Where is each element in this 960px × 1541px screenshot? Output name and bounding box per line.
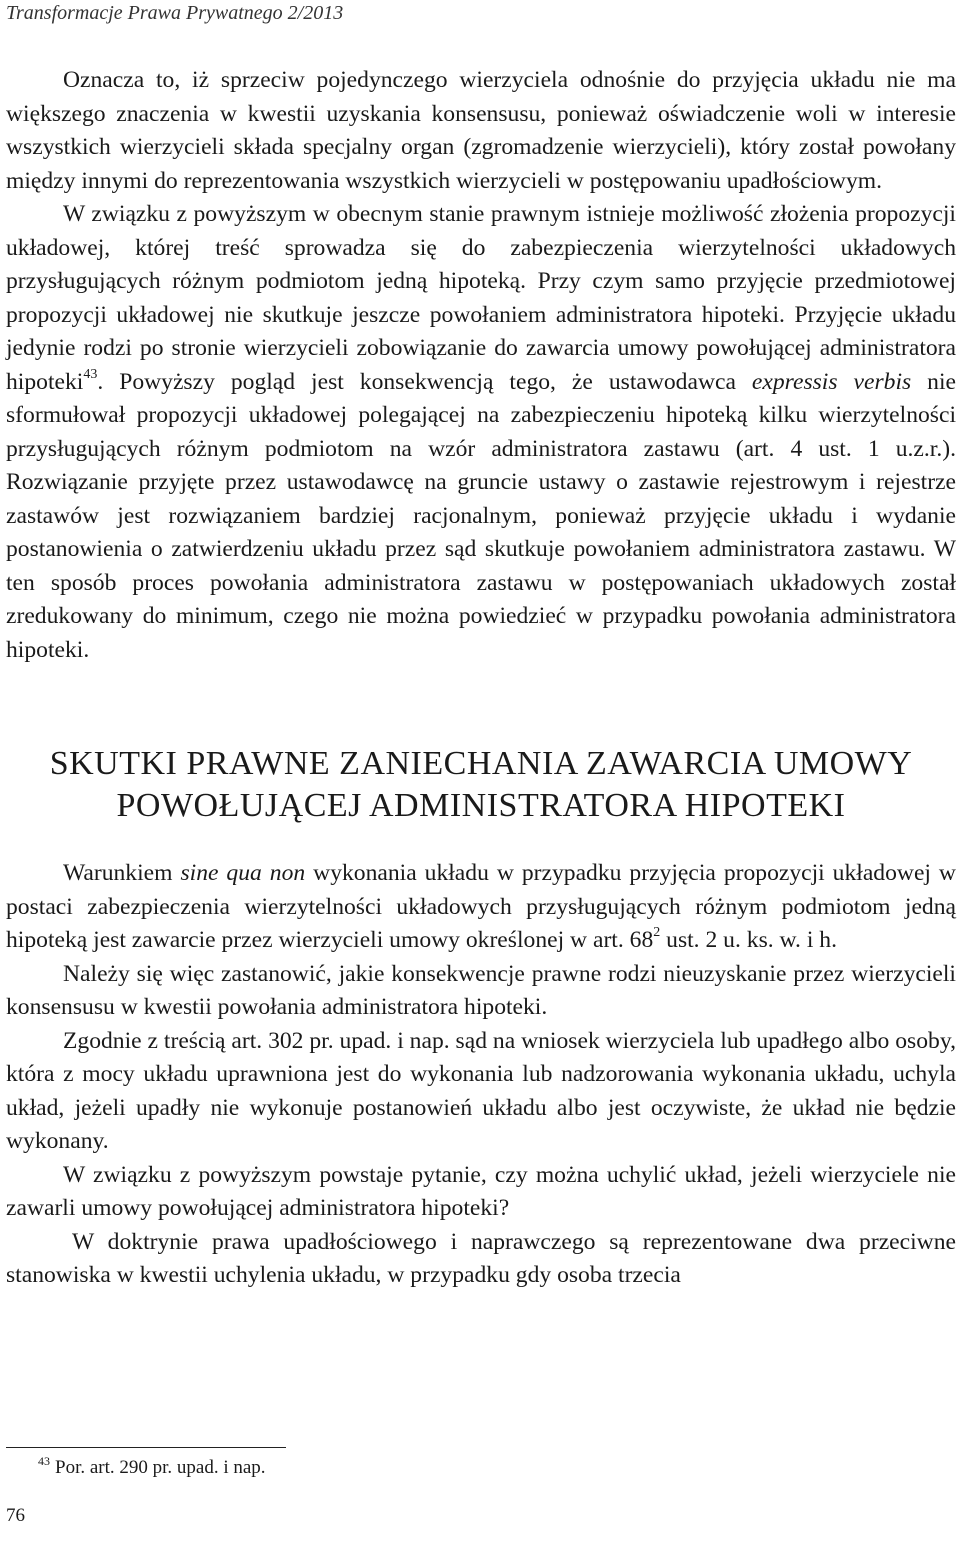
footnote: [38, 1453, 266, 1480]
paragraph-3-part-b: wykonania układu w przypadku przyjęcia propozycji układowej w postaci zabezpieczenia wierzytelności układowych przysługujących różnym podmiotom jedną hipoteką jest zawarcie przez wierzycieli umowy określonej w art. 68: [6, 860, 956, 953]
paragraph-1: Oznacza to, iż sprzeciw pojedynczego wierzyciela odnośnie do przyjęcia układu nie ma większego znaczenia w kwestii uzyskania konsensusu, ponieważ oświadczenie woli w interesie wszystkich wierzycieli składa specjalny organ (zgromadzenie wierzycieli), który został powołany między innymi do reprezentowania wszystkich wierzycieli w postępowaniu upadłościowym.: [6, 67, 956, 194]
paragraph-5: Zgodnie z treścią art. 302 pr. upad. i nap. sąd na wniosek wierzyciela lub upadłego albo osoby, która z mocy układu uprawniona jest do wykonania lub nadzorowania wykonania układu, uchyla układ, jeżeli upadły nie wykonuje postanowień układu albo jest oczywiste, że układ nie będzie wykonany.: [6, 1027, 956, 1154]
paragraph-3-part-a: Warunkiem: [63, 860, 181, 886]
paragraph-2-part-b: . Powyższy pogląd jest konsekwencją tego, że ustawodawca: [97, 368, 752, 395]
paragraph-3: [6, 857, 956, 958]
paragraph-7: W doktrynie prawa upadłościowego i naprawczego są reprezentowane dwa przeciwne stanowiska w kwestii uchylenia układu, w przypadku gdy osoba trzecia: [6, 1228, 956, 1288]
section-heading: [6, 743, 956, 827]
running-header: Transformacje Prawa Prywatnego 2/2013: [6, 2, 344, 24]
section-heading-line-2: POWOŁUJĄCEJ ADMINISTRATORA HIPOTEKI: [116, 787, 846, 824]
paragraph-2-part-c: nie sformułował propozycji układowej polegającej na zabezpieczeniu hipoteką kilku wierzytelności przysługujących różnym podmiotom na wzór administratora zastawu (art. 4 ust. 1 u.z.r.). Rozwiązanie przyjęte przez ustawodawcę na gruncie ustawy o zastawie rejestrowym i rejestrze zastawów jest rozwiązaniem bardziej racjonalnym, ponieważ przyjęcie układu i wydanie postanowienia o zatwierdzeniu układu przez sąd skutkuje powołaniem administratora zastawu. W ten sposób proces powołania administratora zastawu w postępowaniach układowych został zredukowany do minimum, czego nie można powiedzieć w przypadku powołania administratora hipoteki.: [6, 368, 956, 663]
footnote-number: 43: [38, 1453, 50, 1468]
paragraph-2: [6, 198, 956, 667]
main-text: [6, 64, 956, 1293]
section-heading-line-1: SKUTKI PRAWNE ZANIECHANIA ZAWARCIA UMOWY: [49, 745, 913, 782]
paragraph-2-part-a: W związku z powyższym w obecnym stanie prawnym istnieje możliwość złożenia propozycji układowej, której treść sprowadza się do zabezpieczenia wierzytelności układowych przysługujących różnym podmiotom jedną hipoteką. Przy czym samo przyjęcie przedmiotowej propozycji układowej nie skutkuje jeszcze powołaniem administratora hipoteki. Przyjęcie układu jedynie rodzi po stronie wierzycieli zobowiązanie do zawarcia umowy powołującej administratora hipoteki: [6, 201, 956, 395]
paragraph-6: W związku z powyższym powstaje pytanie, czy można uchylić układ, jeżeli wierzyciele nie zawarli umowy powołującej administratora hipoteki?: [6, 1161, 956, 1221]
page-number: 76: [6, 1505, 25, 1526]
paragraph-4: Należy się więc zastanowić, jakie konsekwencje prawne rodzi nieuzyskanie przez wierzycieli konsensusu w kwestii powołania administratora hipoteki.: [6, 960, 956, 1020]
latin-phrase: sine qua non: [180, 860, 306, 886]
latin-phrase: expressis verbis: [751, 368, 912, 395]
footnote-divider: [6, 1447, 286, 1448]
paragraph-3-part-c: ust. 2 u. ks. w. i h.: [660, 927, 837, 953]
footnote-reference: 43: [83, 366, 98, 382]
footnote-text: Por. art. 290 pr. upad. i nap.: [55, 1457, 266, 1478]
superscript: 2: [653, 925, 661, 941]
